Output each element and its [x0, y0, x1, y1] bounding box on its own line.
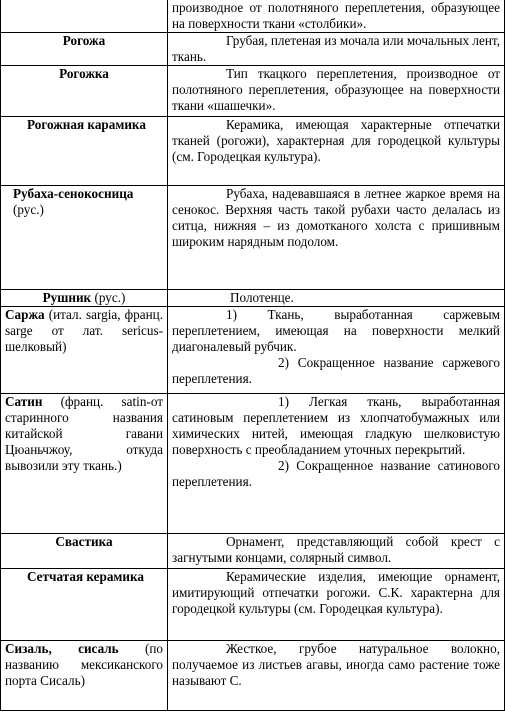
table-row — [1, 117, 505, 186]
term-cell — [1, 0, 168, 33]
term-cell — [1, 290, 168, 307]
term-word: Рогожная карамика — [27, 117, 146, 132]
term-word: Рушник — [42, 290, 92, 305]
term-cell — [1, 569, 168, 641]
term-cell — [1, 534, 168, 569]
definition-cell — [168, 33, 505, 66]
term-word: Саржа — [5, 307, 45, 322]
definition-cell — [168, 394, 505, 534]
term-word: Рогожка — [59, 66, 109, 81]
term-word: Рогожа — [62, 33, 106, 48]
definition-text: Орнамент, представляющий собой крест с загнутыми концами, солярный символ. — [172, 534, 500, 565]
table-row — [1, 0, 505, 33]
definition-cell — [168, 0, 505, 33]
table-row — [1, 534, 505, 569]
table-row — [1, 641, 505, 711]
term-word: Сатин — [5, 394, 43, 409]
definition-text: Грубая, плетеная из мочала или мочальных лент, ткань. — [172, 33, 500, 64]
definition-cell — [168, 290, 505, 307]
table-row — [1, 66, 505, 117]
term-note: (рус.) — [13, 202, 44, 217]
definition-item: 1) Ткань, выработанная саржевым переплетением, имеющая на поверхности мелкий диагоналевый рубчик. — [172, 307, 500, 354]
table-row — [1, 186, 505, 290]
term-cell — [1, 66, 168, 117]
definition-text: Рубаха, надевавшаяся в летнее жаркое время на сенокос. Верхняя часть такой рубахи часто делалась из ситца, нижняя – из домотканого холста с пришивным широким нарядным подолом. — [172, 186, 500, 249]
term-word: Рубаха-сенокосница — [13, 186, 134, 201]
table-row — [1, 394, 505, 534]
term-cell — [1, 641, 168, 711]
definition-cell — [168, 641, 505, 711]
definition-item: 1) Легкая ткань, выработанная сатиновым переплетением из хлопчатобумажных или химических нитей, имеющая гладкую шелковистую поверхность с преобладанием уточных перекрытий. — [172, 394, 500, 457]
definition-text: Жесткое, грубое натуральное волокно, получаемое из листьев агавы, иногда само растение тоже называют С. — [172, 641, 500, 688]
definition-text: Керамика, имеющая характерные отпечатки тканей (рогожи), характерная для городецкой культуры (см. Городецкая культура). — [172, 117, 500, 164]
table-row — [1, 569, 505, 641]
definition-cell — [168, 66, 505, 117]
definition-cell — [168, 307, 505, 394]
definition-cell — [168, 534, 505, 569]
table-row — [1, 33, 505, 66]
definition-item: 2) Сокращенное название саржевого переплетения. — [172, 355, 500, 386]
term-word: Свастика — [55, 534, 113, 549]
definition-text: Керамические изделия, имеющие орнамент, имитирующий отпечатки рогожи. С.К. характерна для городецкой культуры (см. Городецкая культура). — [172, 569, 500, 616]
term-cell — [1, 394, 168, 534]
definition-text: Полотенце. — [230, 290, 294, 305]
term-cell — [1, 186, 168, 290]
term-word: Сетчатая керамика — [27, 569, 144, 584]
table-row — [1, 307, 505, 394]
term-word: Сизаль, сисаль — [5, 641, 119, 656]
term-note: (по названию мексиканского порта Сисаль) — [5, 641, 163, 688]
definition-text: Тип ткацкого переплетения, производное от полотняного переплетения, образующее на поверхности ткани «шашечки». — [172, 66, 500, 113]
definition-text: производное от полотняного переплетения, образующее на поверхности ткани «столбики». — [172, 0, 500, 31]
term-note: (франц. satin-от старинного названия китайской гавани Цюаньчжоу, откуда вывозили эту ткань.) — [5, 394, 164, 473]
definition-item: 2) Сокращенное название сатинового переплетения. — [172, 458, 500, 489]
term-cell — [1, 117, 168, 186]
term-note: (итал. sargia, франц. sarge от лат. sericus- шелковый) — [5, 307, 164, 354]
term-cell — [1, 33, 168, 66]
term-cell — [1, 307, 168, 394]
definition-cell — [168, 117, 505, 186]
definition-cell — [168, 186, 505, 290]
definition-cell — [168, 569, 505, 641]
term-note: (рус.) — [94, 290, 126, 305]
table-row — [1, 290, 505, 307]
